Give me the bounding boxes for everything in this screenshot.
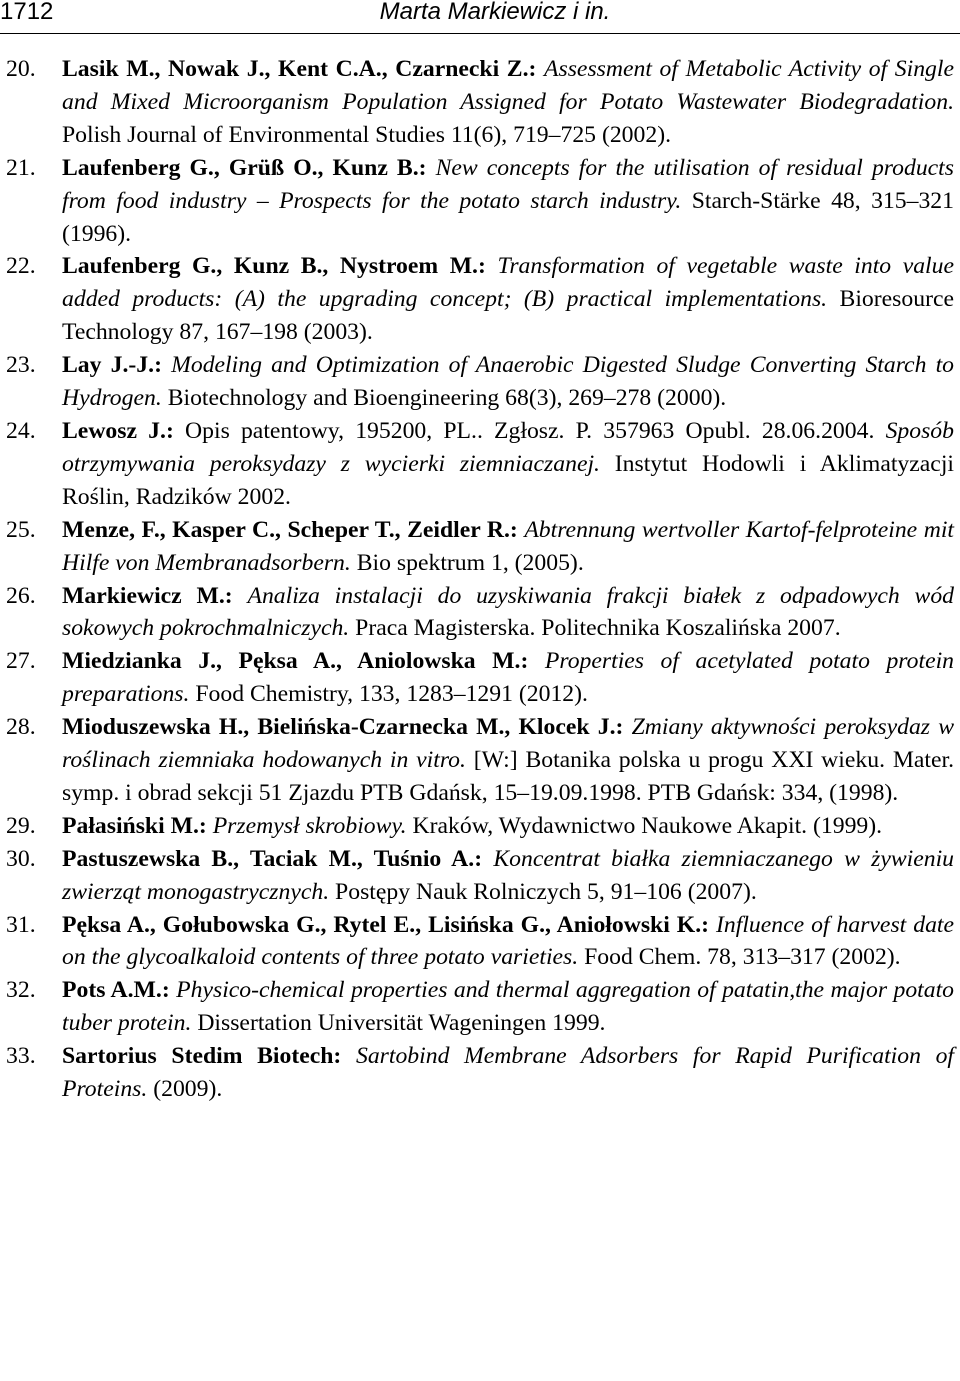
reference-item — [0, 415, 954, 514]
reference-source: Biotechnology and Bioengineering 68(3), 269–278 (2000). — [161, 385, 727, 412]
reference-authors: Pots A.M.: — [62, 977, 177, 1004]
reference-list — [0, 53, 954, 1106]
reference-item — [0, 810, 954, 843]
reference-number: 31. — [6, 911, 36, 938]
reference-title: Assessment of Metabolic Activity of Single and Mixed Microorganism Population Assigned for Potato Wastewater Biodegradation. — [62, 56, 955, 115]
reference-title: Sartobind Membrane Adsorbers for Rapid Purification of Proteins. — [62, 1043, 954, 1103]
reference-source: (2009). — [147, 1076, 223, 1103]
reference-authors: Lasik M., Nowak J., Kent C.A., Czarnecki Z.: — [62, 56, 545, 82]
reference-title: Zmiany aktywności peroksydaz w roślinach ziemniaka hodowanych in vitro. — [62, 714, 955, 774]
reference-source: Opis patentowy, 195200, PL.. Zgłosz. P. 357963 Opubl. 28.06.2004. — [185, 417, 886, 444]
reference-authors: Pałasiński M.: — [62, 812, 213, 839]
reference-title: Przemysł skrobiowy. — [212, 812, 407, 839]
reference-title: Koncentrat białka ziemniaczanego w żywieniu zwierząt monogastrycznych. — [62, 845, 955, 905]
reference-source: [W:] Botanika polska u progu XXI wieku. Mater. symp. i obrad sekcji 51 Zjazdu PTB Gdańsk, 15–19.09.1998. PTB Gdańsk: 334, (1998). — [62, 747, 954, 806]
page-number: 1712 — [0, 0, 54, 25]
reference-number: 30. — [6, 845, 36, 872]
reference-title: Abtrennung wertvoller Kartof-felproteine mit Hilfe von Membranadsorbern. — [62, 516, 954, 576]
reference-number: 26. — [6, 582, 36, 609]
reference-number: 21. — [6, 154, 36, 181]
reference-title: Physico-chemical properties and thermal aggregation of patatin,the major potato tuber protein. — [62, 977, 955, 1037]
reference-title: Influence of harvest date on the glycoalkaloid contents of three potato varieties. — [62, 911, 955, 971]
reference-authors: Laufenberg G., Grüß O., Kunz B.: — [62, 154, 436, 181]
reference-item — [0, 152, 954, 251]
reference-authors: Mioduszewska H., Bielińska-Czarnecka M., Klocek J.: — [62, 714, 632, 741]
reference-item — [0, 711, 954, 810]
reference-number: 32. — [6, 977, 36, 1004]
reference-source: Starch-Stärke 48, 315–321 (1996). — [62, 187, 954, 247]
reference-title: Modeling and Optimization of Anaerobic Digested Sludge Converting Starch to Hydrogen. — [62, 352, 955, 412]
reference-source: Polish Journal of Environmental Studies 11(6), 719–725 (2002). — [62, 121, 672, 148]
reference-source: Bio spektrum 1, (2005). — [350, 549, 584, 576]
reference-source: Instytut Hodowli i Aklimatyzacji Roślin, Radzików 2002. — [62, 450, 954, 510]
reference-item — [0, 645, 954, 711]
reference-item — [0, 1040, 954, 1106]
reference-item — [0, 53, 954, 152]
reference-authors: Lewosz J.: — [62, 417, 186, 444]
reference-number: 22. — [6, 253, 36, 280]
reference-authors: Lay J.-J.: — [62, 352, 172, 379]
reference-item — [0, 909, 954, 975]
reference-item — [0, 349, 954, 415]
reference-source: Bioresource Technology 87, 167–198 (2003). — [62, 286, 954, 346]
reference-title: Sposób otrzymywania peroksydazy z wycierki ziemniaczanej. — [62, 417, 954, 477]
running-head: Marta Markiewicz i in. — [379, 0, 611, 25]
reference-item — [0, 843, 954, 909]
reference-source: Kraków, Wydawnictwo Naukowe Akapit. (1999). — [406, 812, 883, 839]
reference-source: Praca Magisterska. Politechnika Koszalińska 2007. — [349, 615, 841, 642]
reference-authors: Markiewicz M.: — [62, 582, 248, 609]
reference-number: 28. — [6, 714, 36, 741]
reference-source: Food Chemistry, 133, 1283–1291 (2012). — [189, 681, 588, 708]
header-rule — [0, 33, 960, 34]
reference-number: 24. — [6, 417, 36, 444]
reference-title: Properties of acetylated potato protein preparations. — [62, 648, 955, 708]
reference-number: 33. — [6, 1043, 36, 1070]
reference-item — [0, 974, 954, 1040]
reference-item — [0, 514, 954, 580]
reference-source: Food Chem. 78, 313–317 (2002). — [578, 944, 901, 971]
reference-authors: Miedzianka J., Pęksa A., Aniolowska M.: — [62, 648, 545, 675]
reference-title: Analiza instalacji do uzyskiwania frakcji białek z odpadowych wód sokowych pokrochmalniczych. — [62, 582, 955, 642]
reference-number: 25. — [6, 516, 36, 543]
page-header — [0, 0, 960, 34]
reference-item — [0, 250, 954, 349]
reference-authors: Pęksa A., Gołubowska G., Rytel E., Lisińska G., Aniołowski K.: — [62, 911, 717, 938]
reference-authors: Pastuszewska B., Taciak M., Tuśnio A.: — [62, 845, 494, 872]
reference-source: Postępy Nauk Rolniczych 5, 91–106 (2007). — [329, 878, 757, 905]
reference-number: 23. — [6, 352, 36, 379]
reference-authors: Laufenberg G., Kunz B., Nystroem M.: — [62, 253, 498, 280]
reference-number: 29. — [6, 812, 36, 839]
reference-number: 27. — [6, 648, 36, 675]
reference-title: Transformation of vegetable waste into value added products: (A) the upgrading concept; (B) practical implementations. — [62, 253, 954, 313]
reference-number: 20. — [6, 56, 36, 82]
reference-source: Dissertation Universität Wageningen 1999. — [191, 1010, 606, 1037]
reference-authors: Menze, F., Kasper C., Scheper T., Zeidler R.: — [62, 516, 525, 543]
reference-item — [0, 580, 954, 646]
reference-authors: Sartorius Stedim Biotech: — [62, 1043, 356, 1070]
reference-title: New concepts for the utilisation of residual products from food industry – Prospects for the potato starch industry. — [62, 154, 954, 214]
